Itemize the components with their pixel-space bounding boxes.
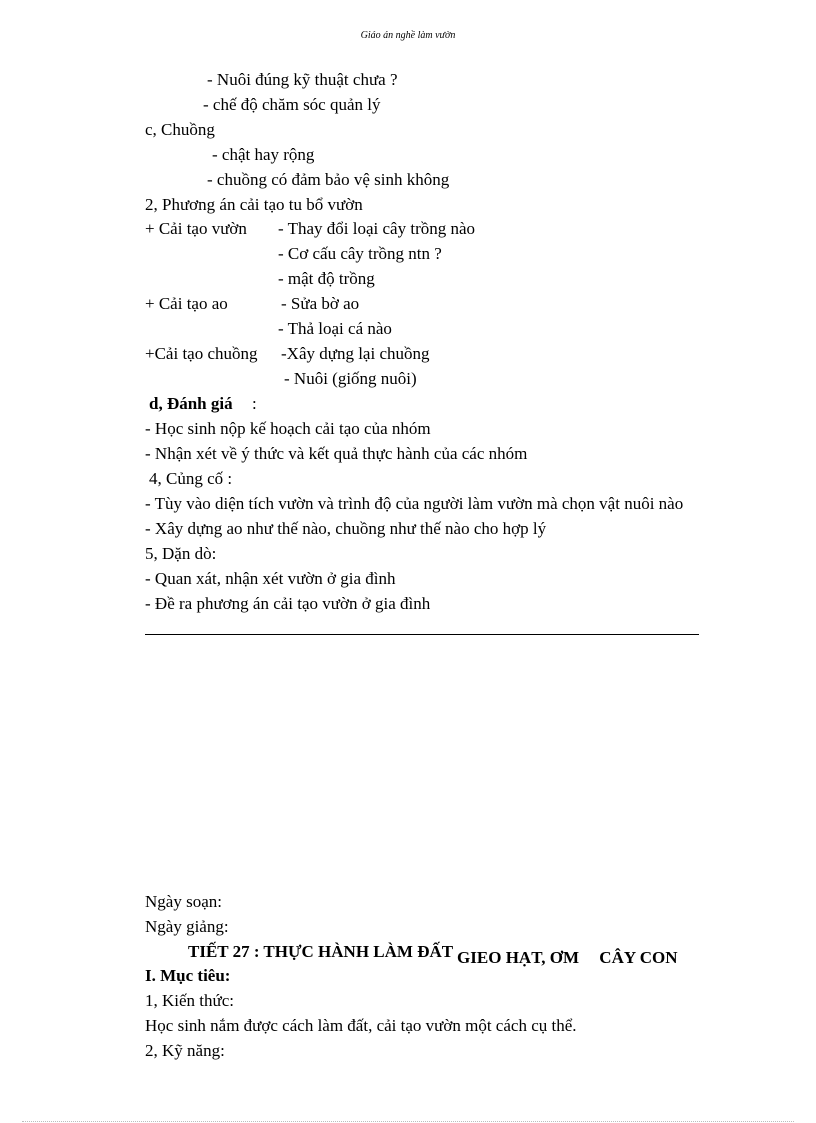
text-line: - Tùy vào diện tích vườn và trình độ của người làm vườn mà chọn vật nuôi nào	[145, 494, 684, 513]
text-line: +Cải tạo chuồng	[145, 344, 258, 363]
text-line: - Quan xát, nhận xét vườn ở gia đình	[145, 569, 396, 588]
text-line: - Thả loại cá nào	[278, 319, 392, 338]
text-line: - Đề ra phương án cải tạo vườn ở gia đình	[145, 594, 431, 613]
lesson-title-part2: GIEO HẠT, ƠM	[457, 948, 580, 967]
section-divider	[145, 634, 699, 635]
text-line: - Nhận xét về ý thức và kết quả thực hành của các nhóm	[145, 444, 528, 463]
text-line: - Nuôi (giống nuôi)	[284, 369, 417, 388]
text-line: - Nuôi đúng kỹ thuật chưa ?	[207, 70, 398, 89]
text-line: Ngày giảng:	[145, 917, 229, 936]
text-line: 2, Kỹ năng:	[145, 1041, 225, 1060]
text-line: I. Mục tiêu:	[145, 966, 231, 985]
text-line: - Thay đổi loại cây trồng nào	[278, 219, 476, 238]
text-line: c, Chuồng	[145, 120, 215, 139]
text-line: - Cơ cấu cây trồng ntn ?	[278, 244, 442, 263]
text-line: + Cải tạo vườn	[145, 219, 247, 238]
text-line: Ngày soạn:	[145, 892, 222, 911]
text-line: 4, Củng cố :	[149, 469, 233, 488]
text-line: 5, Dặn dò:	[145, 544, 217, 563]
text-line: 1, Kiến thức:	[145, 991, 235, 1010]
text-line: - Sửa bờ ao	[281, 294, 360, 313]
lesson-title-part1: TIẾT 27 : THỰC HÀNH LÀM ĐẤT	[188, 942, 453, 961]
text-line: - mật độ trồng	[278, 269, 375, 288]
page-bottom-border	[22, 1121, 794, 1122]
lesson-title	[188, 940, 678, 967]
text-line: -Xây dựng lại chuồng	[281, 344, 430, 363]
text-line: - Học sinh nộp kế hoạch cải tạo của nhóm	[145, 419, 431, 438]
text-line: + Cải tạo ao	[145, 294, 228, 313]
text-line: d, Đánh giá	[149, 394, 233, 413]
text-line: - chật hay rộng	[212, 145, 315, 164]
text-line: - chế độ chăm sóc quản lý	[203, 95, 381, 114]
text-line: :	[252, 394, 257, 413]
text-line: 2, Phương án cải tạo tu bổ vườn	[145, 195, 363, 214]
lesson-title-part3: CÂY CON	[599, 948, 678, 967]
text-line: - chuồng có đảm bảo vệ sinh không	[207, 170, 450, 189]
text-line: - Xây dựng ao như thế nào, chuồng như thế nào cho hợp lý	[145, 519, 547, 538]
text-line: Học sinh nắm được cách làm đất, cải tạo vườn một cách cụ thể.	[145, 1016, 577, 1035]
page-header: Giáo án nghề làm vườn	[360, 30, 456, 41]
